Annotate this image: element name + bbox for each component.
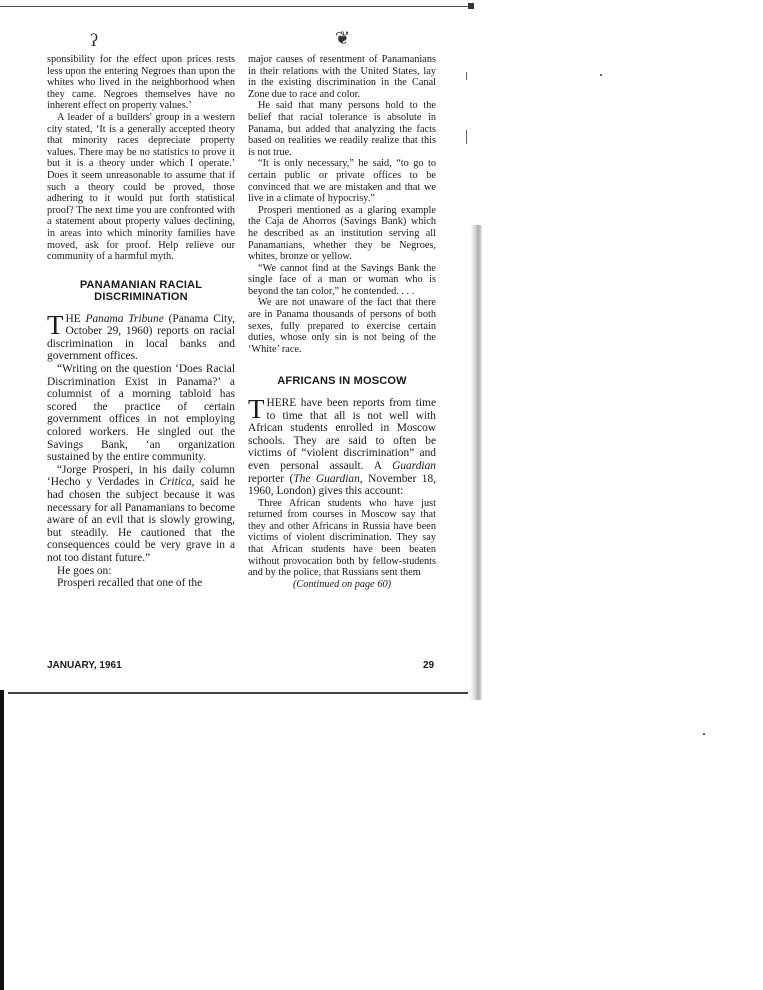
- footer-date: JANUARY, 1961: [47, 660, 122, 671]
- scan-edge-shadow: [470, 225, 482, 700]
- text-run: “Jorge Prosperi, in his daily column ‘Hecho y Verdades in: [47, 463, 235, 489]
- section-heading-moscow: AFRICANS IN MOSCOW: [277, 375, 407, 388]
- scan-edge-left: [0, 690, 4, 990]
- continued-note: (Continued on page 60): [292, 578, 392, 590]
- bottom-rule: [8, 692, 468, 694]
- paragraph: A leader of a builders' group in a western city stated, ‘It is a generally accepted theory that minority races depreciate property values. There may be no statistics to prove it but it is a theory under which I operate.’ Does it seem unreasonable to assume that if such a theory could be proved, those adhering to it would put forth statistical proof? The next time you are confronted with a statement about property values declining, in areas into which minority families have moved, ask for proof. Help relieve our community of a harmful myth.: [47, 111, 235, 263]
- drop-cap: T: [47, 309, 64, 340]
- text-run: HE: [65, 312, 86, 325]
- paragraph: “We cannot find at the Savings Bank the single face of a man or woman who is beyond the tan color,” he contended. . . .: [248, 262, 436, 297]
- scan-mark-right: ❦: [335, 28, 351, 48]
- scan-speck: [703, 733, 705, 735]
- lead-paragraph: [248, 393, 436, 498]
- scan-speck: [466, 72, 467, 80]
- drop-cap: T: [248, 393, 265, 424]
- page-number: 29: [423, 660, 435, 671]
- text-run: said he had chosen the subject because it was necessary for all Panamanians to become aware of an evil that is slowly growing, but steadily. He cautioned that the consequences could be very grave in a not too distant future.”: [47, 476, 235, 564]
- scan-speck: [600, 74, 602, 76]
- heading-line: PANAMANIAN RACIAL: [79, 278, 203, 291]
- lead-paragraph: [47, 309, 235, 363]
- text-run: November 18, 1960, London) gives this account:: [248, 472, 436, 498]
- text-run: (Panama City, October 29, 1960) reports on racial discrimination in local banks and government offices.: [47, 312, 235, 363]
- paragraph: We are not unaware of the fact that there are in Panama thousands of persons of both sexes, fully prepared to exercise certain duties, whose only sin is not being of the ‘White’ race.: [248, 297, 436, 355]
- section-heading-panama: [47, 279, 235, 304]
- text-run: HERE have been reports from time to time that all is not well with African students enrolled in Moscow schools. They are said to often be victims of “violent discrimination” and even personal assault. A: [248, 396, 436, 472]
- paragraph: [47, 464, 235, 565]
- text-run: reporter (: [248, 472, 294, 485]
- paragraph: He goes on:: [57, 564, 112, 577]
- paragraph: major causes of resentment of Panamanians in their relations with the United States, lay in the existing discrimination in the Canal Zone due to race and color.: [248, 54, 436, 100]
- paragraph: Three African students who have just returned from courses in Moscow say that they and other Africans in Russia have been victims of violent discrimination. They say that African students have been beaten without provocation both by fellow-students and by the police, that Russians sent them: [248, 497, 436, 579]
- publication-name: Guardian: [392, 459, 436, 472]
- paragraph: sponsibility for the effect upon prices rests less upon the entering Negroes than upon the whites who lived in the neighborhood when they came. Negroes themselves have no inherent effect on property values.’: [47, 54, 235, 112]
- column-left: [47, 54, 235, 590]
- column-right: [248, 54, 436, 590]
- section-body-panama: [47, 309, 235, 590]
- paragraph: Prosperi recalled that one of the: [57, 577, 203, 590]
- paragraph: “It is only necessary,” he said, “to go to certain public or private offices to be convinced that we are mistaken and that we live in a climate of hypocrisy.”: [248, 158, 436, 205]
- scan-speck: [466, 130, 467, 144]
- paragraph: Prosperi mentioned as a glaring example the Caja de Ahorros (Savings Bank) which he described as an institution serving all Panamanians, whether they be Negroes, whites, bronze or yellow.: [248, 204, 436, 263]
- heading-line: DISCRIMINATION: [94, 291, 188, 304]
- top-mark: [468, 3, 474, 9]
- scan-mark-left: ʔ: [90, 30, 98, 50]
- section-body-moscow: [248, 393, 436, 498]
- paragraph: He said that many persons hold to the belief that racial tolerance is absolute in Panama, but added that analyzing the facts based on realities we readily realize that this is not true.: [248, 100, 436, 158]
- top-rule: [0, 6, 470, 7]
- publication-name: Critica,: [159, 476, 195, 489]
- publication-name: Panama Tribune: [85, 312, 164, 325]
- publication-name: The Guardian,: [293, 472, 363, 485]
- paragraph: “Writing on the question ‘Does Racial Discrimination Exist in Panama?’ a columnist of a morning tabloid has scored the practice of certain government offices in not employing colored workers. He singled out the Savings Bank, ‘an organization sustained by the entire community.: [47, 363, 235, 464]
